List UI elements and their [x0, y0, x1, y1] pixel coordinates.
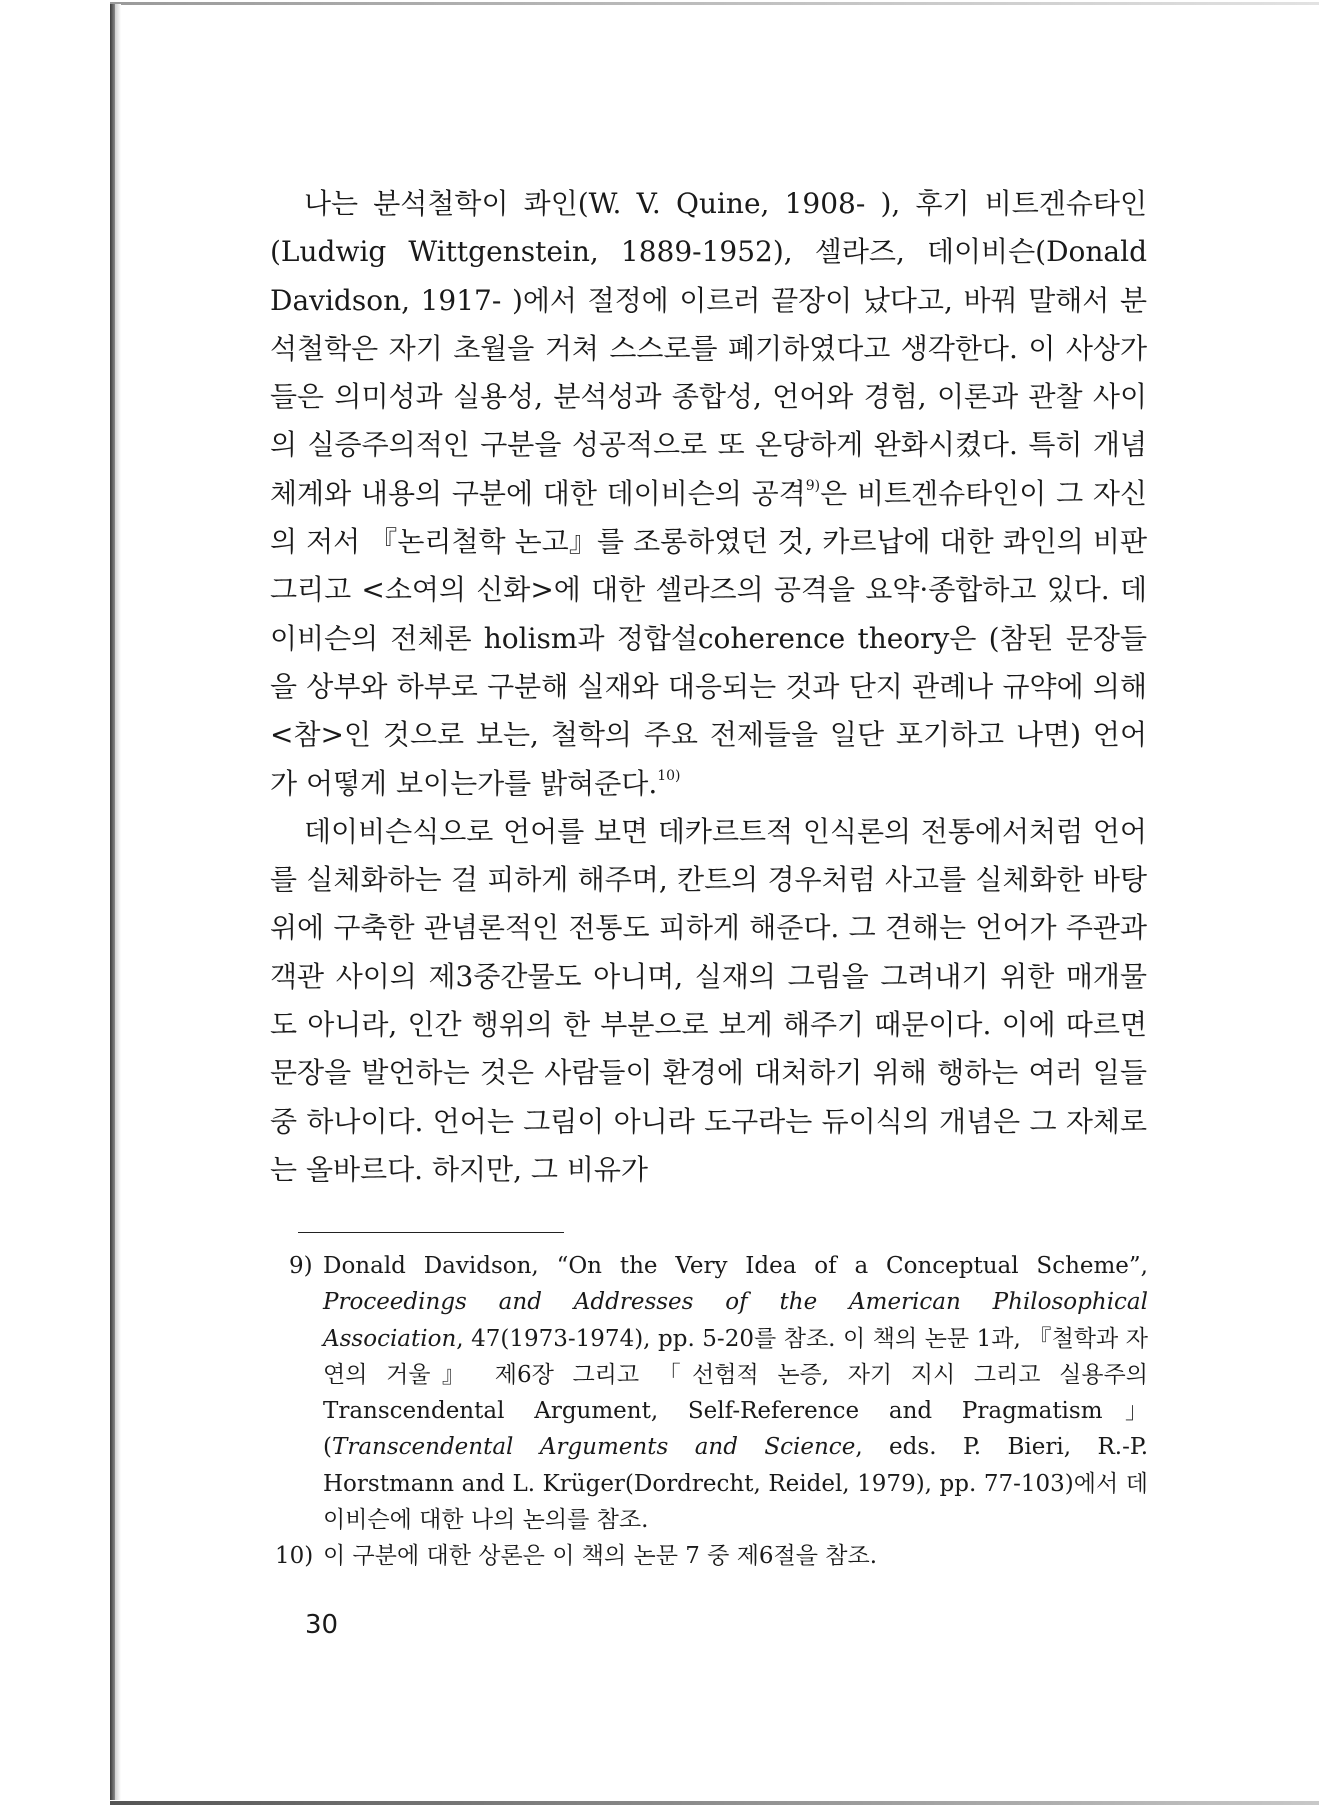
footnote-9-part2: , 47(1973-1974), pp. 5-20를 참조. 이 책의 논문 1과, 『철학과 자연의 거울』 제6장 그리고 「선험적 논증, 자기 지시 그리고 실용주의Transcendental Argument, Self-Reference and Pragmatism」( [323, 1325, 1148, 1461]
page-bottom-edge [110, 1801, 1319, 1805]
footnote-10 [275, 1538, 1148, 1574]
footnote-9-part3: , eds. P. Bieri, R.-P. Horstmann and L. Krüger(Dordrecht, Reidel, 1979), pp. 77-103)에서 데이비슨에 대한 나의 논의를 참조. [323, 1434, 1148, 1534]
paragraph-1-continuation: 은 비트겐슈타인이 그 자신의 저서 『논리철학 논고』를 조롱하였던 것, 카르납에 대한 콰인의 비판 그리고 <소여의 신화>에 대한 셀라즈의 공격을 요약·종합하고 있다. 데이비슨의 전체론 holism과 정합설coherence theory은 (참된 문장들을 상부와 하부로 구분해 실재와 대응되는 것과 단지 관례나 규약에 의해 <참>인 것으로 보는, 철학의 주요 전제들을 일단 포기하고 나면) 언어가 어떻게 보이는가를 밝혀준다. [270, 476, 1148, 800]
page-number: 30 [305, 1610, 339, 1640]
body-paragraph-1 [270, 180, 1147, 808]
footnote-ref-9: 9) [805, 477, 821, 494]
footnote-9-number: 9) [289, 1253, 313, 1279]
footnote-ref-10: 10) [657, 767, 681, 784]
paragraph-1-text: 나는 분석철학이 콰인(W. V. Quine, 1908- ), 후기 비트겐슈타인(Ludwig Wittgenstein, 1889-1952), 셀라즈, 데이비슨(Donald Davidson, 1917- )에서 절정에 이르러 끝장이 났다고, 바꿔 말해서 분석철학은 자기 초월을 거쳐 스스로를 폐기하였다고 생각한다. 이 사상가들은 의미성과 실용성, 분석성과 종합성, 언어와 경험, 이론과 관찰 사이의 실증주의적인 구분을 성공적으로 또 온당하게 완화시켰다. 특히 개념 체계와 내용의 구분에 대한 데이비슨의 공격 [270, 187, 1147, 510]
footnote-9 [291, 1248, 1148, 1538]
main-text [270, 180, 1147, 1194]
body-paragraph-2: 데이비슨식으로 언어를 보면 데카르트적 인식론의 전통에서처럼 언어를 실체화하는 걸 피하게 해주며, 칸트의 경우처럼 사고를 실체화한 바탕 위에 구축한 관념론적인 전통도 피하게 해준다. 그 견해는 언어가 주관과 객관 사이의 제3중간물도 아니며, 실재의 그림을 그려내기 위한 매개물도 아니라, 인간 행위의 한 부분으로 보게 해주기 때문이다. 이에 따르면 문장을 발언하는 것은 사람들이 환경에 대처하기 위해 행하는 여러 일들 중 하나이다. 언어는 그림이 아니라 도구라는 듀이식의 개념은 그 자체로는 올바르다. 하지만, 그 비유가 [270, 814, 1147, 1186]
page-top-edge [110, 2, 1319, 5]
footnote-9-part1: Donald Davidson, “On the Very Idea of a Conceptual Scheme”, [323, 1253, 1148, 1279]
footnote-10-number: 10) [275, 1543, 314, 1570]
footnotes [275, 1248, 1148, 1575]
footnote-9-journal-title: Proceedings and Addresses of the American Philosophical Association [323, 1289, 1148, 1352]
footnote-10-text: 이 구분에 대한 상론은 이 책의 논문 7 중 제6절을 참조. [323, 1543, 878, 1570]
footnote-9-book-title: Transcendental Arguments and Science [331, 1434, 856, 1461]
footnote-separator [298, 1232, 564, 1233]
page-spine-shadow [115, 4, 121, 1800]
